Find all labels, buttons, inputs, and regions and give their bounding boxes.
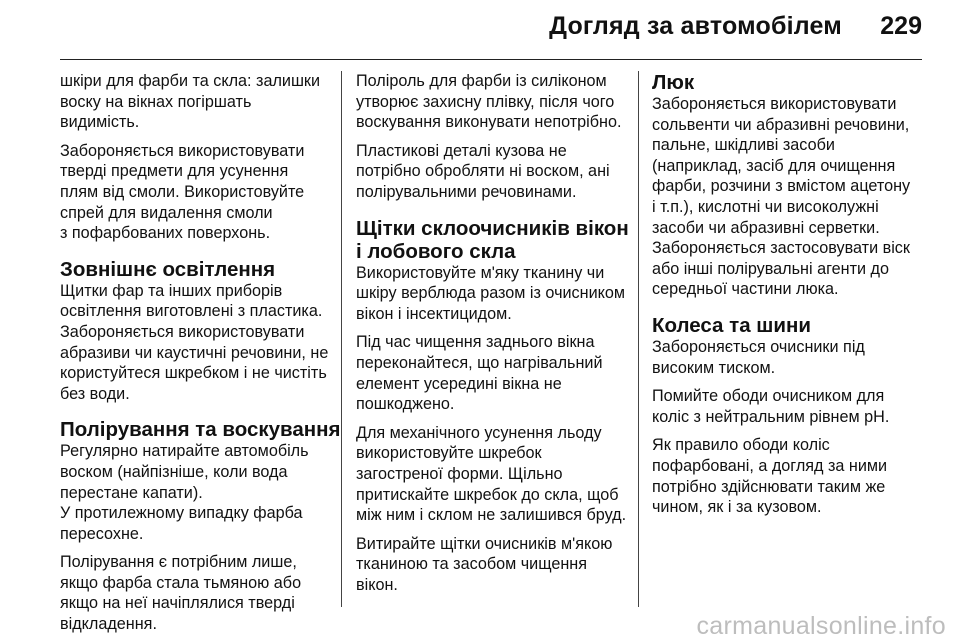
text-line: перестане капати). [60, 483, 203, 502]
paragraph [356, 534, 631, 596]
text-line: освітлення виготовлені з пластика. [60, 302, 323, 321]
paragraph [60, 552, 330, 634]
paragraph [356, 423, 631, 526]
text-line: Витирайте щітки очисників м'якою [356, 534, 613, 553]
text-line: потрібно обробляти ні воском, ані [356, 162, 610, 181]
column-3 [652, 71, 932, 526]
text-line: вікон. [356, 575, 398, 594]
text-line: абразиви чи каустичні речовини, не [60, 343, 329, 362]
text-line: сольвенти чи абразивні речовини, [652, 115, 910, 134]
text-line: шкіри для фарби та скла: залишки [60, 72, 321, 90]
text-line: використовуйте шкребок [356, 444, 542, 463]
paragraph [356, 141, 631, 203]
text-line: загостреної форми. Щільно [356, 464, 563, 483]
text-line: пальне, шкідливі засоби [652, 136, 835, 155]
text-line: якщо фарба стала тьмяною або [60, 573, 302, 592]
text-line: притискайте шкребок до скла, щоб [356, 485, 619, 504]
section-heading: Зовнішнє освітлення [60, 257, 276, 281]
text-line: з пофарбованих поверхонь. [60, 224, 271, 243]
text-line: коліс з нейтральним рівнем pH. [652, 407, 890, 426]
text-line: або інші полірувальні агенти до [652, 259, 889, 278]
text-line: відкладення. [60, 615, 157, 634]
text-line: воском (найпізніше, коли вода [60, 462, 288, 481]
text-line: пошкоджено. [356, 395, 455, 414]
text-line: Регулярно натирайте автомобіль [60, 442, 309, 461]
text-line: Забороняється очисники під [652, 337, 865, 356]
text-line: якщо на неї начіплялися тверді [60, 594, 295, 613]
section-heading: Полірування та воскування [60, 418, 341, 442]
text-line: користуйтеся шкребком і не чистіть [60, 364, 327, 383]
text-line: плям від смоли. Використовуйте [60, 182, 305, 201]
text-line: чином, як і за кузовом. [652, 498, 822, 517]
heading-line: Щітки склоочисників вікон [356, 216, 629, 240]
paragraph [60, 141, 330, 244]
text-line: тканиною та засобом чищення [356, 555, 588, 574]
page-header [0, 0, 960, 60]
paragraph [60, 71, 330, 133]
text-line: Забороняється використовувати [60, 322, 305, 341]
column-1 [60, 71, 341, 643]
text-line: переконайтеся, що нагрівальний [356, 353, 603, 372]
text-line: Використовуйте м'яку тканину чи [356, 263, 605, 282]
text-line: елемент усередині вікна не [356, 374, 562, 393]
text-line: Помийте ободи очисником для [652, 387, 885, 406]
text-line: полірувальними речовинами. [356, 182, 577, 201]
text-line: Забороняється застосовувати віск [652, 239, 910, 258]
paragraph [652, 386, 932, 427]
text-line: пофарбовані, а догляд за ними [652, 456, 888, 475]
paragraph [652, 94, 932, 300]
text-line: Під час чищення заднього вікна [356, 333, 595, 352]
column-divider-2 [638, 71, 639, 607]
text-line: фарби, розчини з вмістом ацетону [652, 177, 911, 196]
text-line: спрей для видалення смоли [60, 203, 273, 222]
text-line: воску на вікнах погіршать [60, 92, 252, 111]
text-line: воскування виконувати непотрібно. [356, 113, 622, 132]
watermark: carmanualsonline.info [696, 612, 946, 640]
paragraph [356, 71, 631, 133]
text-line: засоби чи абразивні серветки. [652, 218, 880, 237]
text-line: утворює захисну плівку, після чого [356, 92, 615, 111]
text-line: Забороняється використовувати [652, 95, 897, 113]
paragraph [652, 435, 932, 517]
heading-line: і лобового скла [356, 239, 516, 263]
text-line: Полірування є потрібним лише, [60, 553, 297, 572]
paragraph [60, 281, 330, 405]
page-title: Догляд за автомобілем [549, 12, 842, 40]
text-line: Пластикові деталі кузова не [356, 141, 567, 160]
paragraph [356, 263, 631, 325]
section-heading [356, 217, 631, 263]
text-line: пересохне. [60, 524, 144, 543]
paragraph [652, 337, 932, 378]
text-line: Поліроль для фарби із силіконом [356, 72, 607, 90]
text-line: середньої частини люка. [652, 280, 839, 299]
text-line: потрібно здійснювати таким же [652, 477, 886, 496]
column-divider-1 [341, 71, 342, 607]
section-heading: Люк [652, 71, 695, 94]
text-line: У протилежному випадку фарба [60, 504, 303, 523]
text-line: видимість. [60, 113, 140, 132]
header-divider [60, 59, 922, 60]
text-line: тверді предмети для усунення [60, 162, 289, 181]
column-2 [356, 71, 631, 603]
paragraph [60, 441, 330, 544]
text-line: високим тиском. [652, 358, 776, 377]
text-line: Щитки фар та інших приборів [60, 281, 283, 300]
page-number: 229 [880, 12, 922, 40]
text-line: і т.п.), кислотні чи високолужні [652, 197, 879, 216]
text-line: Забороняється використовувати [60, 141, 305, 160]
text-line: Як правило ободи коліс [652, 436, 830, 455]
text-line: між ним і склом не залишився бруд. [356, 506, 627, 525]
paragraph [356, 332, 631, 414]
text-line: шкіру верблюда разом із очисником [356, 284, 626, 303]
text-line: вікон і інсектицидом. [356, 304, 512, 323]
text-line: (наприклад, засіб для очищення [652, 156, 896, 175]
section-heading: Колеса та шини [652, 313, 811, 337]
text-line: без води. [60, 384, 130, 403]
text-line: Для механічного усунення льоду [356, 423, 602, 442]
